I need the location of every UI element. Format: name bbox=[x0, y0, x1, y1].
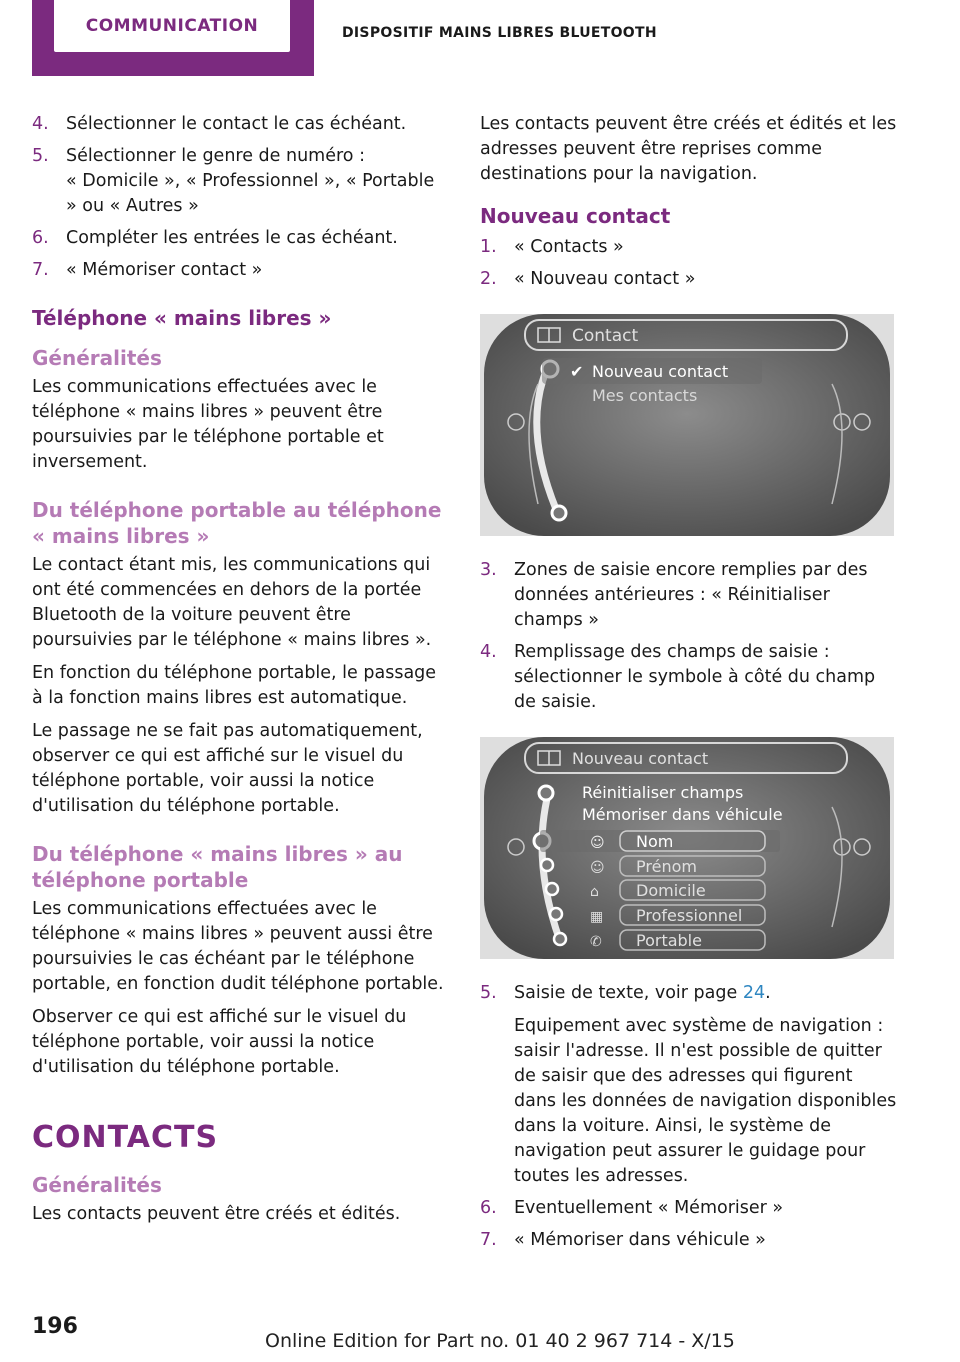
section-label: COMMUNICATION bbox=[54, 0, 290, 52]
menu-item: Réinitialiser champs bbox=[582, 783, 744, 802]
list-item bbox=[480, 1228, 898, 1253]
list-item bbox=[32, 144, 450, 219]
step-text: Saisie de texte, voir page bbox=[514, 983, 743, 1003]
paragraph: En fonction du téléphone portable, le passage à la fonction mains libres est automatique. bbox=[32, 663, 437, 708]
field-label: Professionnel bbox=[636, 906, 743, 925]
step-text: Remplissage des champs de saisie : sélectionner le symbole à côté du champ de saisie. bbox=[514, 642, 876, 712]
list-item bbox=[32, 226, 450, 251]
step-subtext: Equipement avec système de navigation : saisir l'adresse. Il n'est possible de quitter de saisir que des adresses qui figurent dans les données de navigation disponibles dans la voiture. Ainsi, le système de navigation peut assurer le guidage pour toutes les adresses. bbox=[514, 1016, 897, 1186]
page-link[interactable]: 24 bbox=[742, 983, 766, 1003]
step-number: 4. bbox=[480, 642, 497, 662]
step-text-end: . bbox=[765, 983, 771, 1003]
display-graphic bbox=[480, 737, 894, 959]
paragraph: Les communications effectuées avec le téléphone « mains libres » peuvent aussi être poursuivies le cas échéant par le téléphone portable, en fonction dudit téléphone portable. bbox=[32, 899, 444, 994]
list-item bbox=[480, 235, 898, 260]
step-number: 7. bbox=[32, 260, 49, 280]
heading-general: Généralités bbox=[32, 346, 162, 370]
person-icon: ☺ bbox=[590, 860, 605, 876]
screen-title: Nouveau contact bbox=[572, 749, 709, 768]
display-graphic bbox=[480, 314, 894, 536]
heading-portable-to-handsfree: Du téléphone portable au téléphone « mains libres » bbox=[32, 498, 442, 548]
step-number: 5. bbox=[32, 146, 49, 166]
chapter-title: DISPOSITIF MAINS LIBRES BLUETOOTH bbox=[342, 25, 657, 41]
paragraph: Observer ce qui est affiché sur le visuel du téléphone portable, voir aussi la notice d'utilisation du téléphone portable. bbox=[32, 1007, 407, 1077]
step-number: 1. bbox=[480, 237, 497, 257]
step-number: 3. bbox=[480, 560, 497, 580]
step-text: « Mémoriser contact » bbox=[66, 260, 263, 280]
step-number: 4. bbox=[32, 114, 49, 134]
display-screenshot-contact bbox=[480, 314, 894, 536]
list-item bbox=[32, 258, 450, 283]
list-item bbox=[480, 267, 898, 292]
field-label: Domicile bbox=[636, 881, 706, 900]
menu-item: Mémoriser dans véhicule bbox=[582, 805, 783, 824]
step-number: 2. bbox=[480, 269, 497, 289]
person-icon: ☺ bbox=[590, 835, 605, 851]
step-text: Compléter les entrées le cas échéant. bbox=[66, 228, 398, 248]
heading-phone: Téléphone « mains libres » bbox=[32, 306, 332, 330]
step-subtext: « Domicile », « Professionnel », « Portable » ou « Autres » bbox=[66, 171, 435, 216]
paragraph: Les contacts peuvent être créés et édités. bbox=[32, 1204, 401, 1224]
page-number: 196 bbox=[32, 1314, 78, 1339]
heading-contacts: CONTACTS bbox=[32, 1120, 219, 1155]
selected-item: Nouveau contact bbox=[592, 362, 729, 381]
step-number: 7. bbox=[480, 1230, 497, 1250]
step-text: Zones de saisie encore remplies par des données antérieures : « Réinitialiser champs » bbox=[514, 560, 868, 630]
step-number: 5. bbox=[480, 983, 497, 1003]
list-item bbox=[480, 981, 898, 1189]
office-icon: ▦ bbox=[590, 909, 604, 925]
edition-footer: Online Edition for Part no. 01 40 2 967 714 - X/15 bbox=[265, 1330, 735, 1352]
step-text: Sélectionner le contact le cas échéant. bbox=[66, 114, 407, 134]
steps-list-c bbox=[480, 981, 898, 1253]
paragraph: Le contact étant mis, les communications qui ont été commencées en dehors de la portée Bluetooth de la voiture peuvent être poursuivies par le téléphone « mains libres ». bbox=[32, 555, 432, 650]
step-text: « Nouveau contact » bbox=[514, 269, 696, 289]
steps-list-a bbox=[480, 235, 898, 292]
heading-handsfree-to-portable: Du téléphone « mains libres » au téléphone portable bbox=[32, 842, 403, 892]
step-text: Sélectionner le genre de numéro : bbox=[66, 146, 365, 166]
menu-item: Mes contacts bbox=[592, 386, 698, 405]
list-item bbox=[480, 1196, 898, 1221]
phone-icon: ✆ bbox=[590, 934, 602, 950]
heading-contacts-general: Généralités bbox=[32, 1173, 162, 1197]
field-label: Nom bbox=[636, 832, 674, 851]
list-item bbox=[32, 112, 450, 137]
step-text: Eventuellement « Mémoriser » bbox=[514, 1198, 784, 1218]
steps-list-b bbox=[480, 558, 898, 715]
left-column bbox=[32, 112, 450, 1235]
screen-title: Contact bbox=[572, 326, 639, 346]
step-number: 6. bbox=[480, 1198, 497, 1218]
step-number: 6. bbox=[32, 228, 49, 248]
display-screenshot-new-contact bbox=[480, 737, 894, 959]
steps-list-top bbox=[32, 112, 450, 283]
paragraph: Les contacts peuvent être créés et édités et les adresses peuvent être reprises comme destinations pour la navigation. bbox=[480, 114, 897, 184]
step-text: « Contacts » bbox=[514, 237, 624, 257]
right-column bbox=[480, 112, 898, 1260]
paragraph: Les communications effectuées avec le téléphone « mains libres » peuvent être poursuivies par le téléphone portable et inversement. bbox=[32, 377, 384, 472]
section-tab bbox=[32, 0, 314, 76]
home-icon: ⌂ bbox=[590, 884, 599, 900]
paragraph: Le passage ne se fait pas automatiquement, observer ce qui est affiché sur le visuel du téléphone portable, voir aussi la notice d'utilisation du téléphone portable. bbox=[32, 721, 423, 816]
field-label: Prénom bbox=[636, 857, 697, 876]
field-label: Portable bbox=[636, 931, 702, 950]
heading-new-contact: Nouveau contact bbox=[480, 204, 671, 228]
check-icon: ✔ bbox=[570, 362, 584, 381]
list-item bbox=[480, 640, 898, 715]
step-text: « Mémoriser dans véhicule » bbox=[514, 1230, 766, 1250]
list-item bbox=[480, 558, 898, 633]
